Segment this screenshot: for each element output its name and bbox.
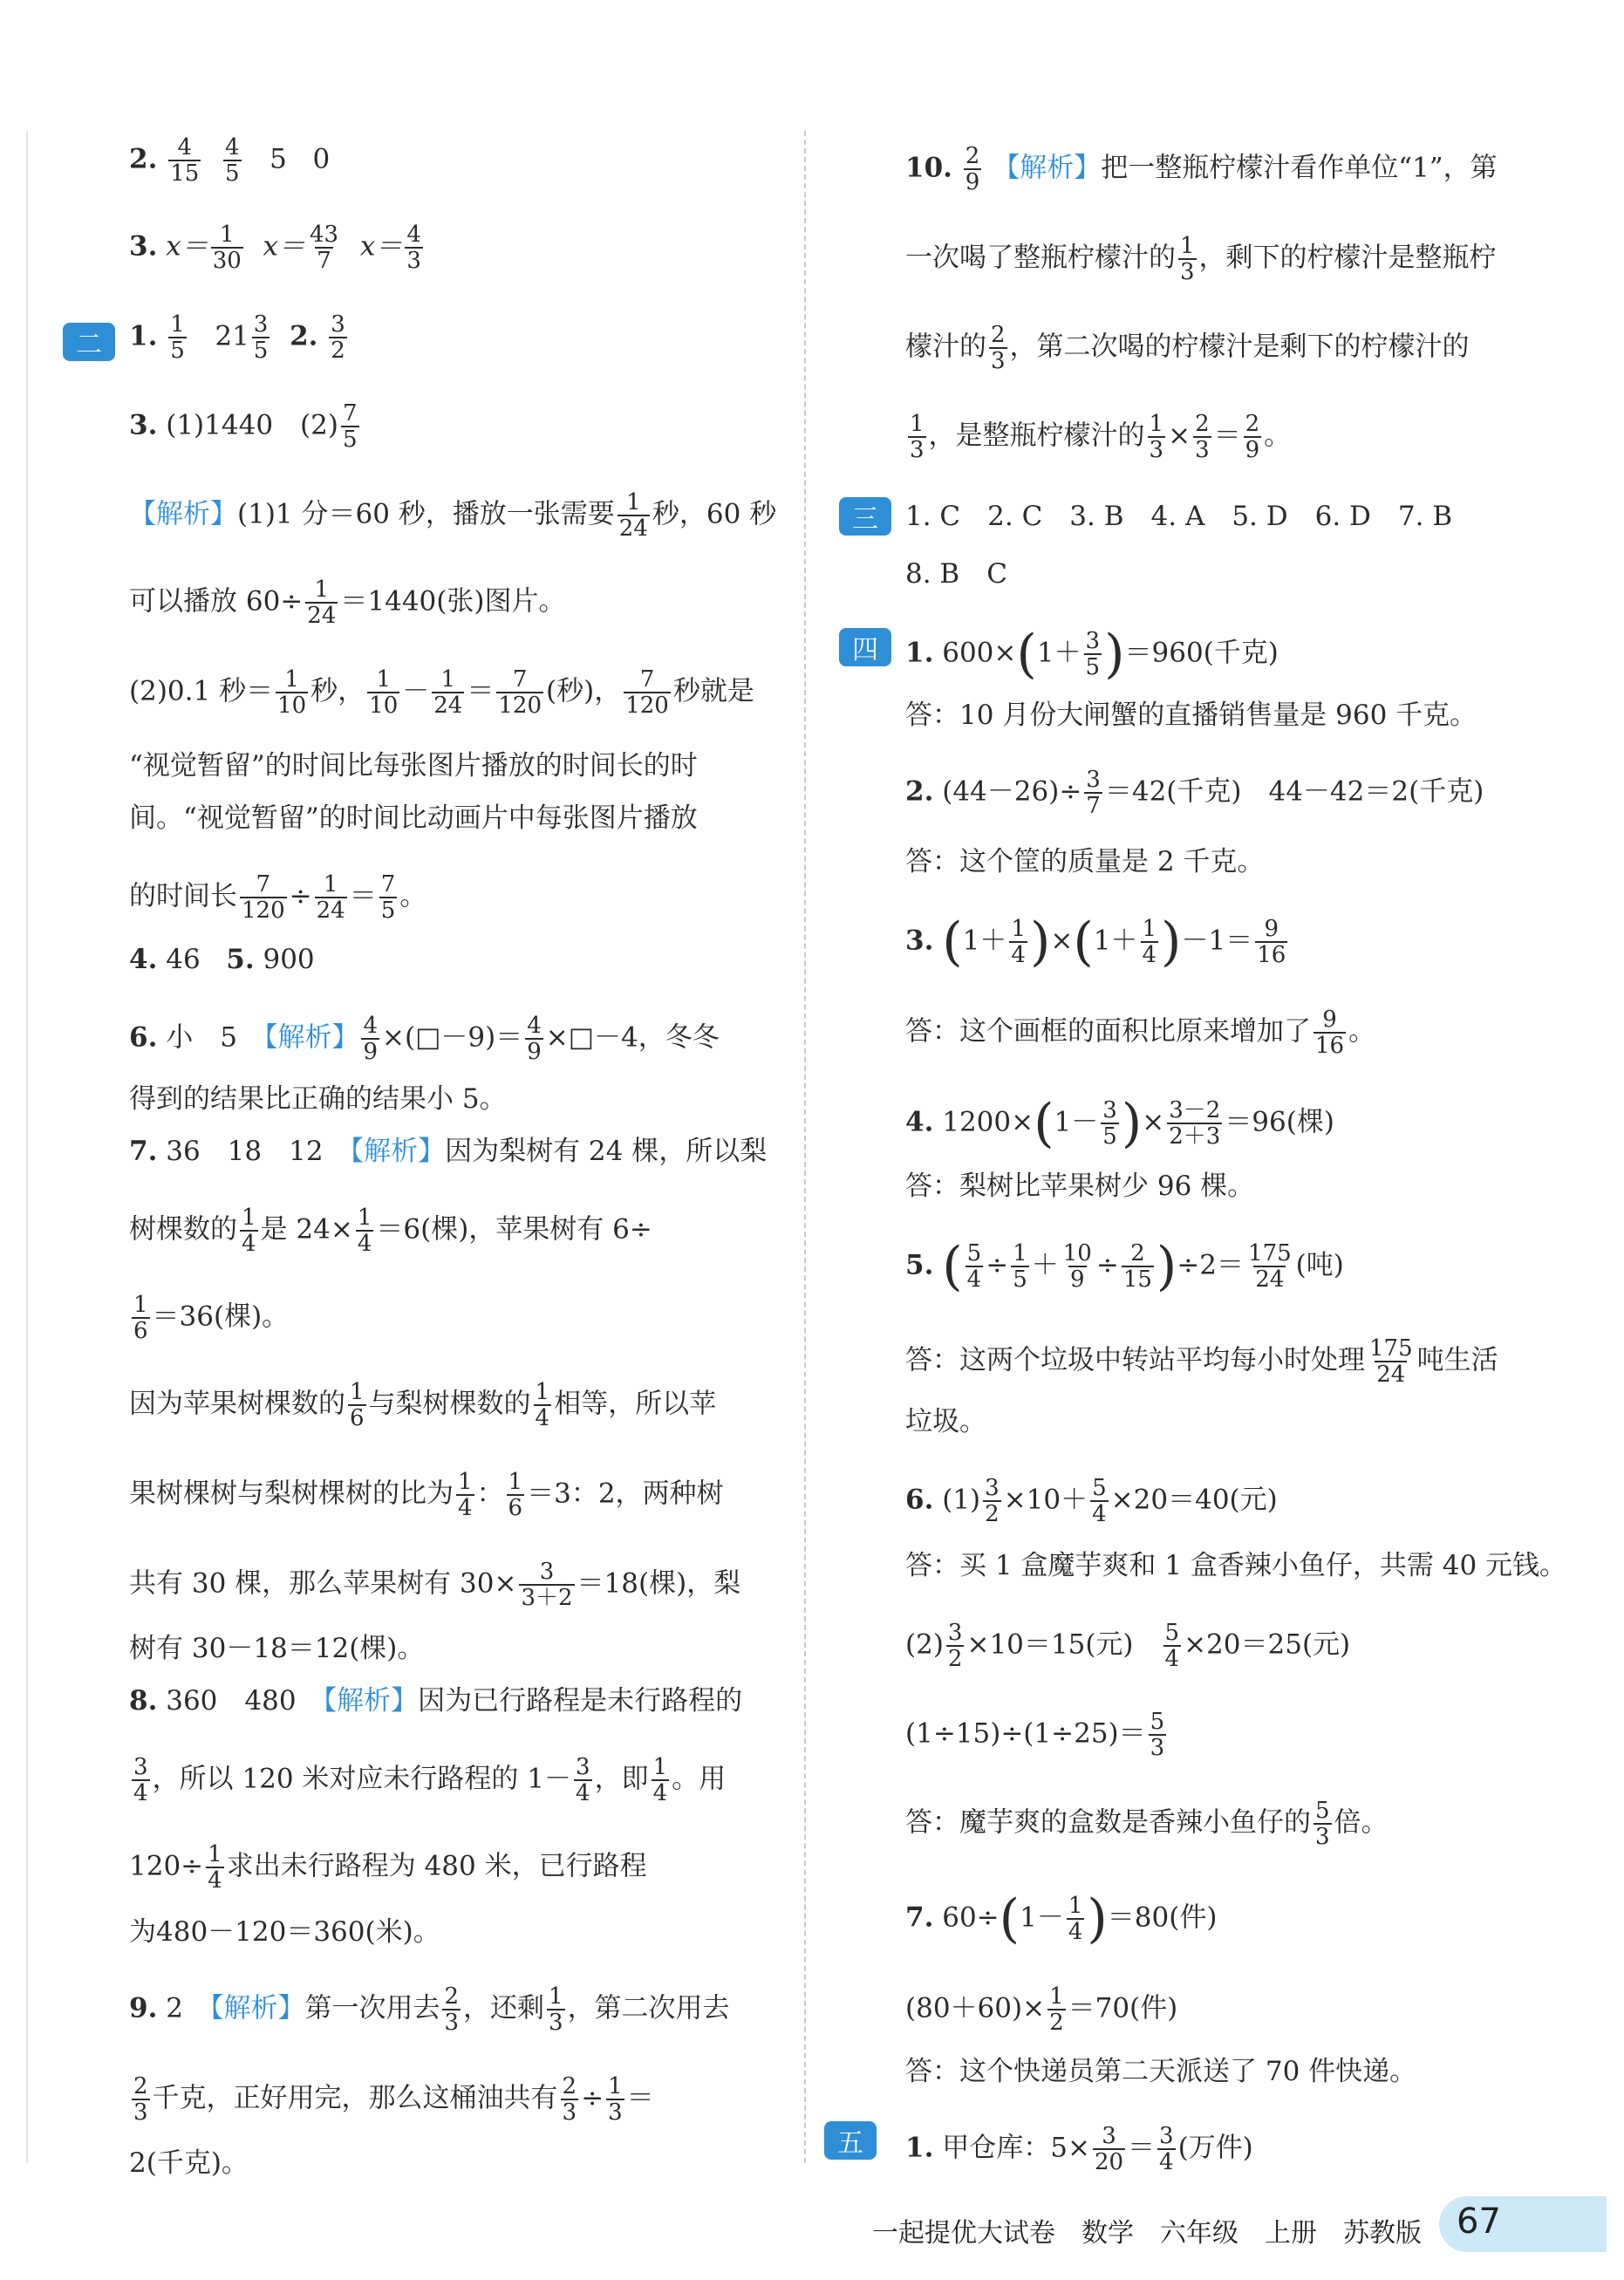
answer-line: 8. 360 480 【解析】因为已行路程是未行路程的 xyxy=(129,1685,743,1717)
answer-line: 3. x＝ $\frac{1}{30}$ x＝ $\frac{43}{7}$ x＝ $\frac{4}{3}$ xyxy=(129,222,421,274)
answer-line: $\frac{3}{4}$ ，所以 120 米对应未行路程的 1－ $\frac{3}{4}$ ，即 $\frac{1}{4}$ 。用 xyxy=(133,1754,727,1806)
answer-line: 答：这个筐的质量是 2 千克。 xyxy=(905,846,1265,877)
answer-line: 6. 小 5 【解析】 $\frac{4}{9}$ ×(□－9)＝ $\frac{4}{9}$ ×□－4，冬冬 xyxy=(129,1013,720,1065)
answer-line: 6. (1) $\frac{3}{2}$ ×10＋ $\frac{5}{4}$ ×20＝40(元) xyxy=(905,1475,1278,1527)
answer-line: 4. 46 5. 900 xyxy=(129,944,315,975)
section-badge-2: 二 xyxy=(63,323,115,361)
answer-line: 答：这个快递员第二天派送了 70 件快递。 xyxy=(905,2056,1417,2087)
book-title-footer: 一起提优大试卷 数学 六年级 上册 苏教版 xyxy=(872,2218,1422,2249)
left-margin-line xyxy=(26,131,28,2163)
answer-line: (2) $\frac{3}{2}$ ×10＝15(元) $\frac{5}{4}$ ×20＝25(元) xyxy=(905,1620,1351,1672)
fraction: $\frac{4}{5}$ xyxy=(225,134,240,187)
answer-line: 1. C 2. C 3. B 4. A 5. D 6. D 7. B xyxy=(905,501,1453,532)
answer-line: 2. $\frac{4}{15}$ $\frac{4}{5}$ 5 0 xyxy=(129,134,331,187)
answer-line: 答：10 月份大闸蟹的直播销售量是 960 千克。 xyxy=(905,700,1477,731)
answer-line: 1. 甲仓库：5× $\frac{3}{20}$ ＝ $\frac{3}{4}$ (万件) xyxy=(905,2123,1253,2175)
answer-line: 树有 30－18＝12(棵)。 xyxy=(129,1633,425,1664)
answer-line: 【解析】(1)1 分＝60 秒，播放一张需要 $\frac{1}{24}$ 秒，60 秒 xyxy=(129,489,777,542)
answer-line: 垃圾。 xyxy=(905,1406,986,1437)
answer-line: 1. $\frac{1}{5}$ 21 $\frac{3}{5}$ 2. $\frac{3}{2}$ xyxy=(129,311,345,364)
answer-line: 9. 2 【解析】第一次用去 $\frac{2}{3}$ ，还剩 $\frac{1}{3}$ ，第二次用去 xyxy=(129,1983,730,2036)
answer-line: 7. 60÷(1－ $\frac{1}{4}$ )＝80(件) xyxy=(905,1888,1218,1949)
answer-line: 5. ( $\frac{5}{4}$ ÷ $\frac{1}{5}$ ＋ $\frac{10}{9}$ ÷ $\frac{2}{15}$ )÷2＝ $\frac{175}{24}$ (吨) xyxy=(905,1236,1344,1297)
answer-line: 共有 30 棵，那么苹果树有 30× $\frac{3}{3+2}$ ＝18(棵)，梨 xyxy=(129,1559,741,1611)
answer-line: 得到的结果比正确的结果小 5。 xyxy=(129,1083,507,1115)
page-number: 67 xyxy=(1457,2201,1501,2242)
answer-line: $\frac{1}{6}$ ＝36(棵)。 xyxy=(133,1292,290,1344)
answer-line: 120÷ $\frac{1}{4}$ 求出未行路程为 480 米，已行路程 xyxy=(129,1841,647,1894)
answer-line: 2. (44－26)÷ $\frac{3}{7}$ ＝42(千克) 44－42＝2(千克) xyxy=(905,767,1484,819)
answer-line: (80＋60)× $\frac{1}{2}$ ＝70(件) xyxy=(905,1983,1178,2036)
answer-line: 间。“视觉暂留”的时间比动画片中每张图片播放 xyxy=(129,802,698,834)
answer-line: 可以播放 60÷ $\frac{1}{24}$ ＝1440(张)图片。 xyxy=(129,577,566,629)
answer-line: 答：这个画框的面积比原来增加了 $\frac{9}{16}$ 。 xyxy=(905,1007,1376,1059)
answer-line: 檬汁的 $\frac{2}{3}$ ，第二次喝的柠檬汁是剩下的柠檬汁的 xyxy=(905,322,1470,374)
answer-line: 答：梨树比苹果树少 96 棵。 xyxy=(905,1171,1255,1202)
section-badge-4: 四 xyxy=(839,628,891,666)
answer-line: $\frac{2}{3}$ 千克，正好用完，那么这桶油共有 $\frac{2}{3}$ ÷ $\frac{1}{3}$ ＝ xyxy=(133,2073,654,2126)
answer-line: 7. 36 18 12 【解析】因为梨树有 24 棵，所以梨 xyxy=(129,1136,768,1167)
answer-line: (2)0.1 秒＝ $\frac{1}{10}$ 秒， $\frac{1}{10}$ － $\frac{1}{24}$ ＝ $\frac{7}{120}$ (秒)， $\frac{7}{120}$ 秒就是 xyxy=(129,666,754,719)
answer-line: 1. 600×(1＋ $\frac{3}{5}$ )＝960(千克) xyxy=(905,624,1279,685)
answer-line: 4. 1200×(1－ $\frac{3}{5}$ )× $\frac{3-2}{2+3}$ ＝96(棵) xyxy=(905,1093,1334,1154)
section-badge-5: 五 xyxy=(824,2121,877,2160)
answer-line: (1÷15)÷(1÷25)＝ $\frac{5}{3}$ xyxy=(905,1709,1165,1761)
answer-line: 的时间长 $\frac{7}{120}$ ÷ $\frac{1}{24}$ ＝ $\frac{7}{5}$ 。 xyxy=(129,871,427,924)
answer-line: 10. $\frac{2}{9}$ 【解析】把一整瓶柠檬汁看作单位“1”，第 xyxy=(905,143,1498,195)
section-badge-3: 三 xyxy=(839,497,891,536)
answer-line: $\frac{1}{3}$ ，是整瓶柠檬汁的 $\frac{1}{3}$ × $\frac{2}{3}$ ＝ $\frac{2}{9}$ 。 xyxy=(910,411,1292,463)
answer-line: 3. (1)1440 (2) $\frac{7}{5}$ xyxy=(129,400,358,453)
answer-line: 一次喝了整瓶柠檬汁的 $\frac{1}{3}$ ，剩下的柠檬汁是整瓶柠 xyxy=(905,233,1497,285)
answer-line: 8. B C xyxy=(905,558,1007,590)
answer-line: 树棵数的 $\frac{1}{4}$ 是 24× $\frac{1}{4}$ ＝6(棵)，苹果树有 6÷ xyxy=(129,1205,652,1257)
fraction: $\frac{4}{15}$ xyxy=(170,134,200,187)
answer-line: “视觉暂留”的时间比每张图片播放的时间长的时 xyxy=(129,750,698,782)
answer-line: 答：魔芋爽的盒数是香辣小鱼仔的 $\frac{5}{3}$ 倍。 xyxy=(905,1798,1389,1850)
answer-line: 果树棵树与梨树棵树的比为 $\frac{1}{4}$ ： $\frac{1}{6}$ ＝3：2，两种树 xyxy=(129,1469,724,1521)
answer-line: 3. (1＋ $\frac{1}{4}$ )×(1＋ $\frac{1}{4}$ )－1＝ $\frac{9}{16}$ xyxy=(905,911,1286,973)
column-divider xyxy=(804,131,806,2163)
answer-line: 答：买 1 盒魔芋爽和 1 盒香辣小鱼仔，共需 40 元钱。 xyxy=(905,1550,1567,1581)
answer-line: 2(千克)。 xyxy=(129,2147,249,2179)
answer-line: 答：这两个垃圾中转站平均每小时处理 $\frac{175}{24}$ 吨生活 xyxy=(905,1335,1498,1388)
answer-line: 因为苹果树棵数的 $\frac{1}{6}$ 与梨树棵数的 $\frac{1}{4}$ 相等，所以苹 xyxy=(129,1379,717,1431)
answer-line: 为480－120＝360(米)。 xyxy=(129,1916,440,1948)
